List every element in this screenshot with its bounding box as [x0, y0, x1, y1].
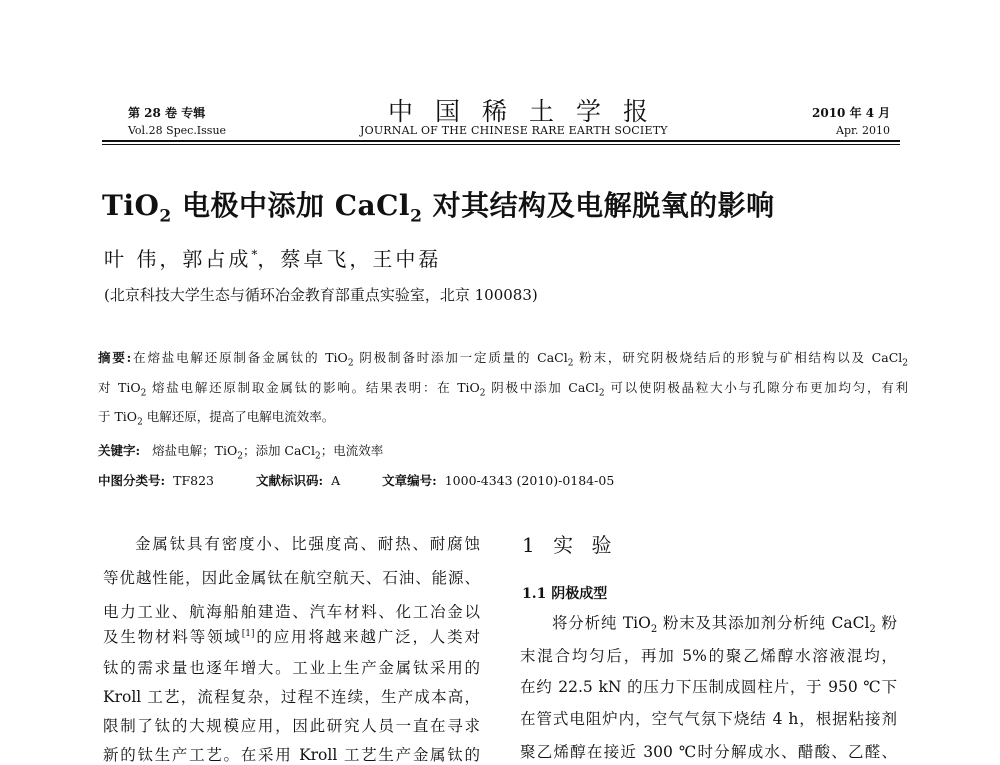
body-right-line-2: 末混合均匀后，再加 5%的聚乙烯醇水溶液混均， [520, 647, 897, 665]
date-cn: 2010 年 4 月 [812, 106, 891, 120]
affiliation: (北京科技大学生态与循环冶金教育部重点实验室，北京 100083) [104, 286, 538, 304]
body-left-line-5: 钛的需求量也逐年增大。工业上生产金属钛采用的 [103, 659, 480, 677]
body-left-line-4: 及生物材料等领域[1]的应用将越来越广泛，人类对 [103, 628, 480, 646]
subsection-heading: 1.1 阴极成型 [522, 586, 608, 602]
body-right-line-1: 将分析纯 TiO$_2$ 粉末及其添加剂分析纯 CaCl$_2$ 粉 [552, 614, 897, 636]
body-left-line-8: 新的钛生产工艺。在采用 Kroll 工艺生产金属钛的 [103, 746, 480, 764]
journal-title-cn: 中国稀土学报 [388, 97, 671, 126]
classification-row [98, 471, 614, 489]
body-left-line-2: 等优越性能，因此金属钛在航空航天、石油、能源、 [103, 569, 480, 587]
author-list: 叶 伟，郭占成*，蔡卓飞，王中磊 [104, 247, 442, 271]
keywords-label: 关键字: [98, 443, 141, 458]
abstract-line-2: 对 TiO$_2$ 熔盐电解还原制取金属钛的影响。结果表明：在 TiO$_2$ 阴极中添加 CaCl$_2$ 可以使阴极晶粒大小与孔隙分布更加均匀，有利 [98, 380, 909, 399]
abstract-label: 摘要: [98, 350, 132, 365]
body-left-line-3: 电力工业、航海船舶建造、汽车材料、化工冶金以 [103, 603, 480, 621]
citation-ref: [1] [241, 628, 255, 639]
abstract-line-3: 于 TiO$_2$ 电解还原，提高了电解电流效率。 [98, 409, 335, 428]
body-left-line-7: 限制了钛的大规模应用，因此研究人员一直在寻求 [103, 717, 480, 735]
article-no-value: 1000-4343 (2010)-0184-05 [444, 473, 615, 488]
volume-cn: 第 28 卷 专辑 [128, 106, 206, 120]
clc-label: 中图分类号: [98, 473, 166, 488]
clc-value: TF823 [173, 473, 214, 488]
keywords-row: 关键字: 熔盐电解；TiO$_2$；添加 CaCl$_2$；电流效率 [98, 443, 384, 462]
body-left-line-1: 金属钛具有密度小、比强度高、耐热、耐腐蚀 [135, 535, 480, 553]
body-right-line-5: 聚乙烯醇在接近 300 ℃时分解成水、醋酸、乙醛、 [520, 743, 897, 761]
abstract-line-1: 摘要:在熔盐电解还原制备金属钛的 TiO$_2$ 阴极制备时添加一定质量的 CaCl$_2$ 粉末，研究阴极烧结后的形貌与矿相结构以及 CaCl$_2$ [98, 350, 908, 369]
volume-en: Vol.28 Spec.Issue [128, 124, 227, 137]
header-rule-thin [102, 144, 900, 145]
body-left-line-6: Kroll 工艺，流程复杂，过程不连续，生产成本高， [103, 688, 480, 706]
journal-title-en: JOURNAL OF THE CHINESE RARE EARTH SOCIETY [360, 124, 668, 137]
body-right-line-3: 在约 22.5 kN 的压力下压制成圆柱片，于 950 ℃下 [520, 678, 897, 696]
section-heading: 1 实 验 [522, 533, 618, 557]
date-en: Apr. 2010 [836, 124, 891, 137]
doc-code-value: A [331, 473, 341, 488]
body-right-line-4: 在管式电阻炉内，空气气氛下烧结 4 h，根据粘接剂 [520, 710, 897, 728]
doc-code-label: 文献标识码: [255, 473, 324, 488]
header-rule-thick [102, 140, 900, 142]
article-title: TiO$_2$ 电极中添加 CaCl$_2$ 对其结构及电解脱氧的影响 [102, 189, 775, 227]
article-no-label: 文章编号: [382, 473, 437, 488]
